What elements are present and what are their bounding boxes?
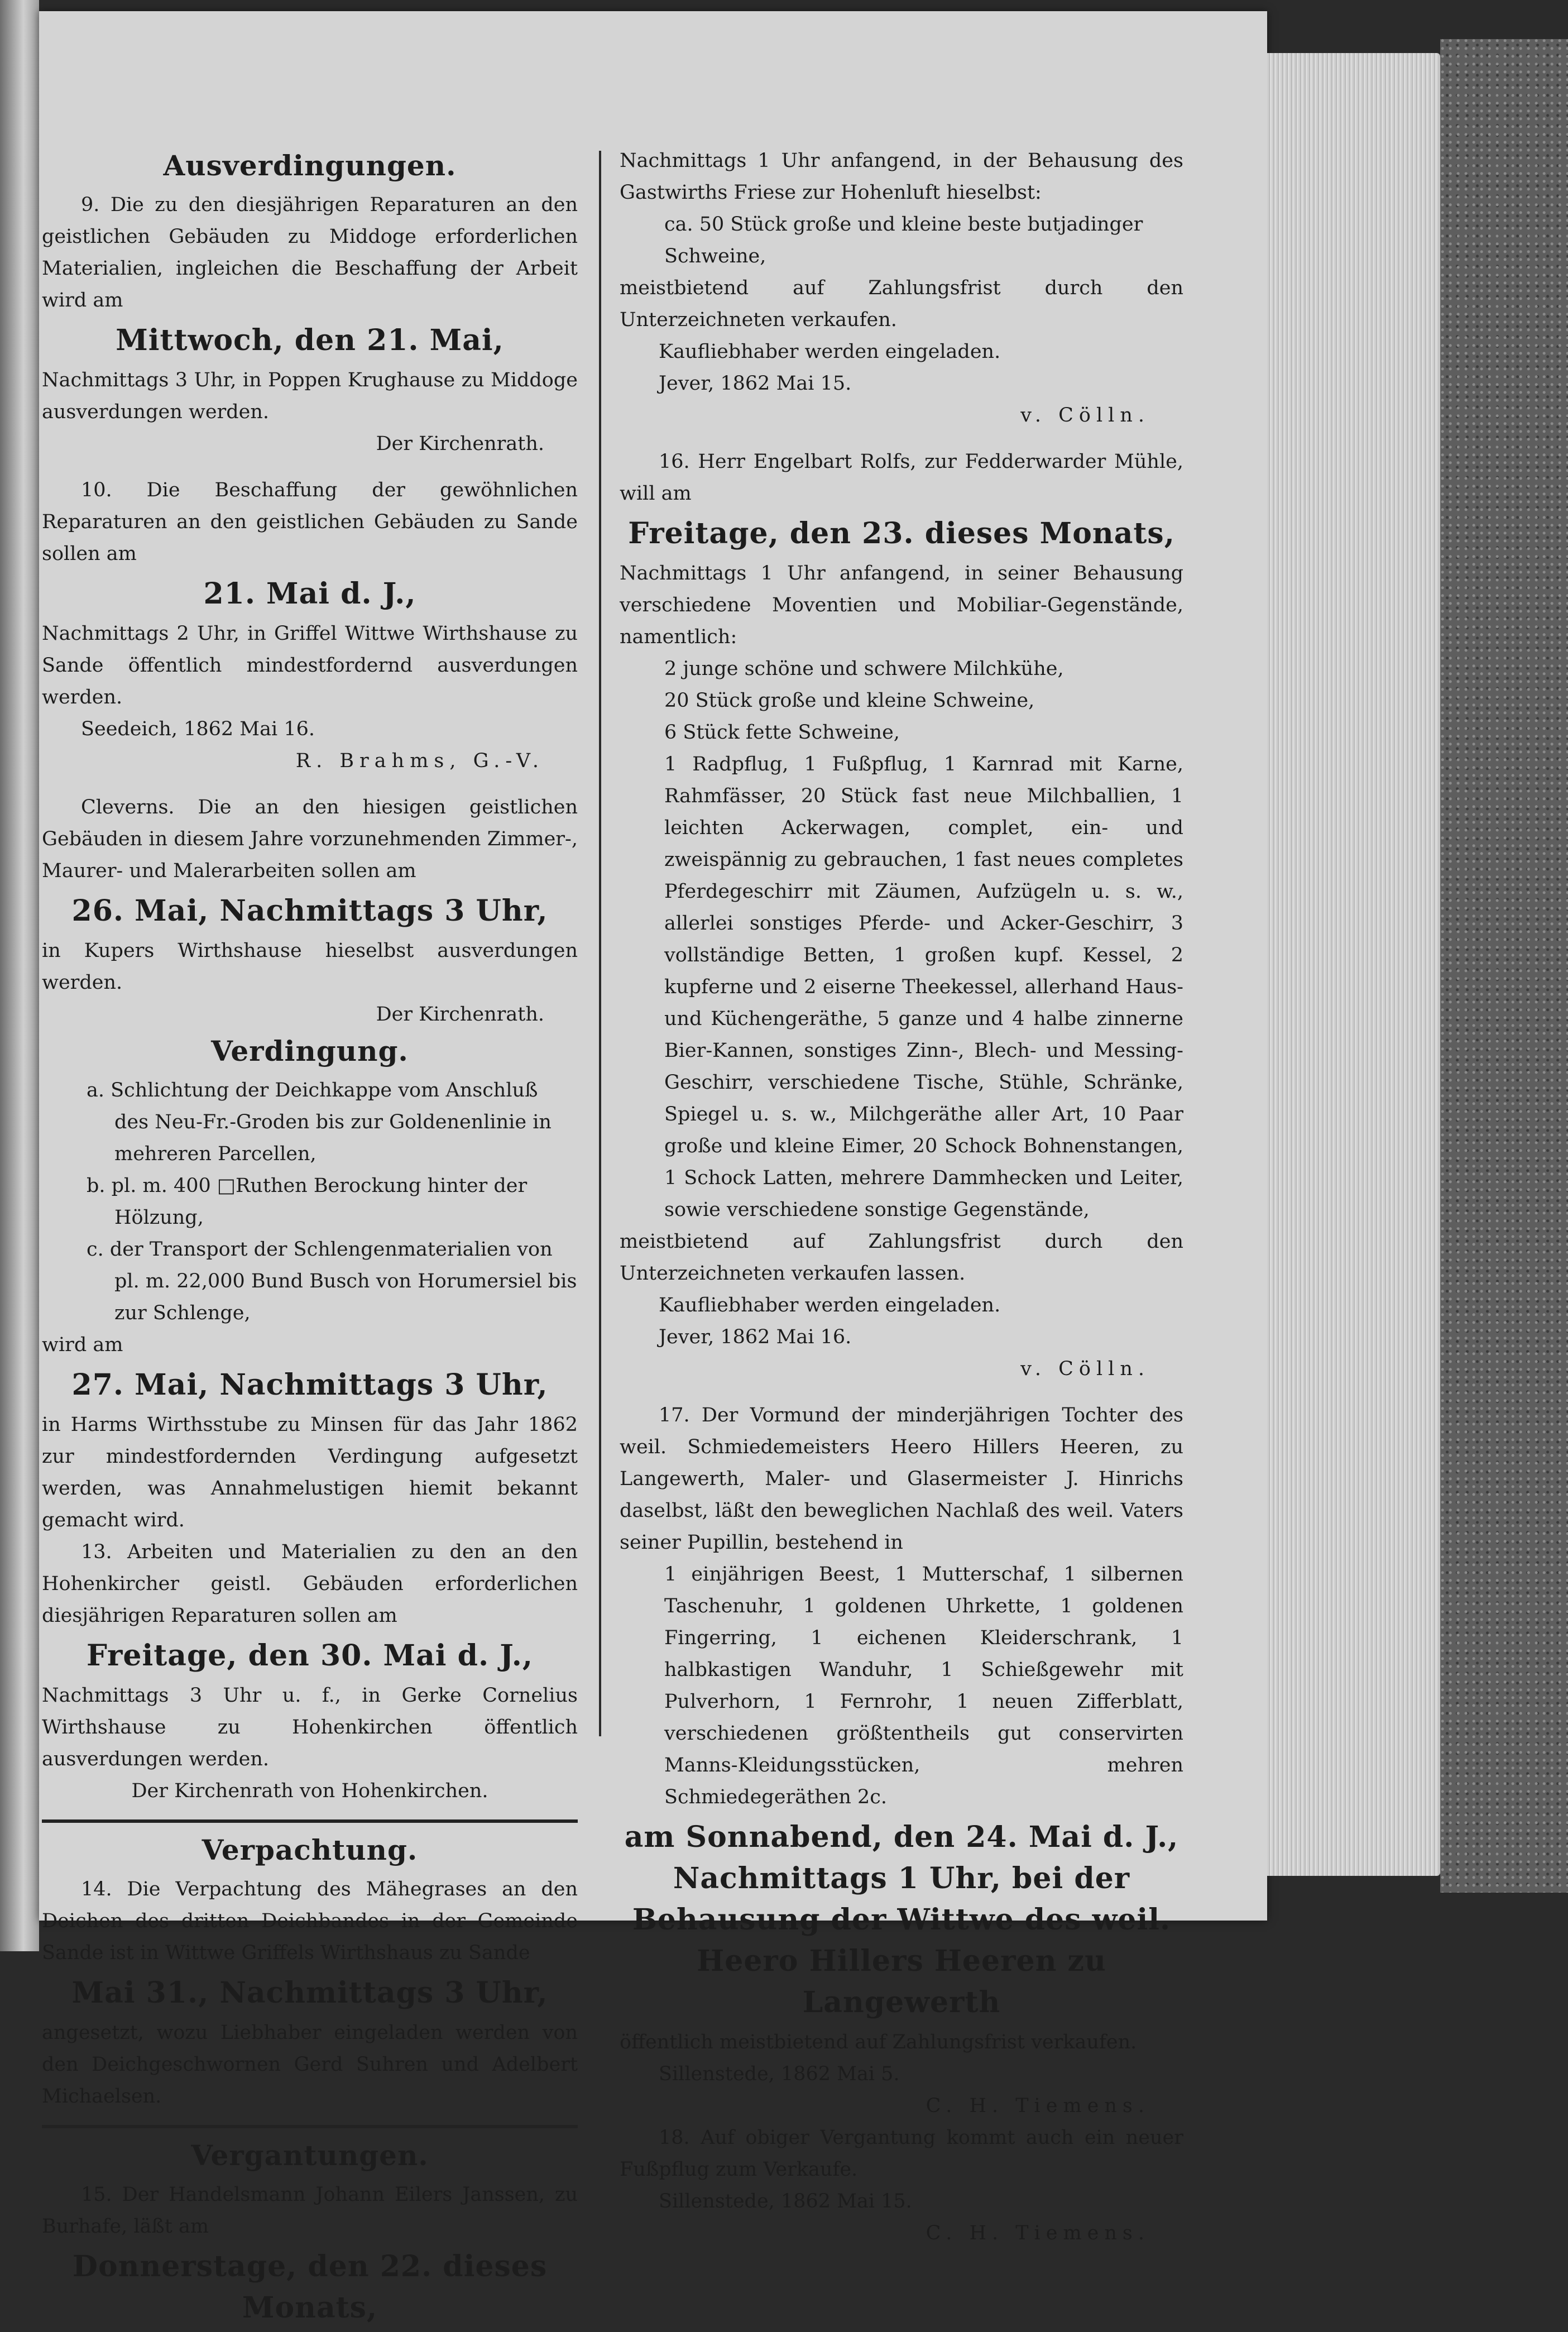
notice-16-sale: meistbietend auf Zahlungsfrist durch den Unterzeichneten verkaufen lassen. (620, 1230, 1183, 1285)
notice-13-date: Freitage, den 30. Mai d. J., (87, 1639, 533, 1673)
notice-17-date: am Sonnabend, den 24. Mai d. J., Nachmittags 1 Uhr, bei der Behausung der Wittwe des weil. Heero Hillers Heeren zu Langewerth (624, 1820, 1179, 2019)
notice-17-items: 1 einjährigen Beest, 1 Mutterschaf, 1 silbernen Taschenuhr, 1 goldenen Uhrkette, 1 goldenen Fingerring, 1 eichenen Kleiderschrank, 1 halbkastigen Wanduhr, 1 Schießgewehr mit Pulverhorn, 1 Fernrohr, 1 neuen Zifferblatt, verschiedenen größtentheils gut conservirten Manns-Kleidungsstücken, mehren Schmiedegeräthen 2c. (664, 1563, 1183, 1808)
notice-9-after: Nachmittags 3 Uhr, in Poppen Krughause zu Middoge ausverdungen werden. (42, 369, 578, 423)
notice-10-date: 21. Mai d. J., (203, 577, 416, 611)
heading-vergantungen: Vergantungen. (191, 2139, 429, 2172)
verdingung-item-b: b. pl. m. 400 □Ruthen Berockung hinter der Hölzung, (87, 1175, 528, 1229)
notice-clev-signature: Der Kirchenrath. (376, 1003, 544, 1026)
notice-13-text: 13. Arbeiten und Materialien zu den an den Hohenkircher geistl. Gebäuden erforderlichen diesjährigen Reparaturen sollen am (42, 1541, 578, 1627)
notice-15-date: Donnerstage, den 22. dieses Monats, (72, 2249, 548, 2325)
previous-page-edge (0, 0, 39, 1951)
notice-16-item-1: 2 junge schöne und schwere Milchkühe, (664, 658, 1064, 680)
heading-verdingung: Verdingung. (211, 1035, 409, 1067)
notice-9-date: Mittwoch, den 21. Mai, (116, 323, 504, 357)
notice-10-place: Seedeich, 1862 Mai 16. (81, 718, 315, 740)
notice-18-place: Sillenstede, 1862 Mai 15. (659, 2190, 912, 2213)
notice-13-signature: Der Kirchenrath von Hohenkirchen. (131, 1780, 488, 1802)
right-column (620, 145, 1183, 2249)
verdingung-after: in Harms Wirthsstube zu Minsen für das Jahr 1862 zur mindestfordernden Verdingung aufgesetzt werden, was Annahmelustigen hiemit bekannt gemacht wird. (42, 1414, 578, 1531)
notice-17-text: 17. Der Vormund der minderjährigen Tochter des weil. Schmiedemeisters Heero Hillers Heeren, zu Langewerth, Maler- und Glasermeister J. Hinrichs daselbst, läßt den beweglichen Nachlaß des weil. Vaters seiner Pupillin, bestehend in (620, 1404, 1183, 1554)
verdingung-item-a: a. Schlichtung der Deichkappe vom Anschluß des Neu-Fr.-Groden bis zur Goldenenlinie in mehreren Parcellen, (87, 1079, 552, 1165)
notice-14-date: Mai 31., Nachmittags 3 Uhr, (71, 1976, 548, 2010)
notice-15-continued: Nachmittags 1 Uhr anfangend, in der Behausung des Gastwirths Friese zur Hohenluft hieselbst: (620, 150, 1183, 204)
notice-16-invite: Kaufliebhaber werden eingeladen. (659, 1294, 1001, 1316)
notice-17-after: öffentlich meistbietend auf Zahlungsfrist verkaufen. (620, 2031, 1137, 2053)
verdingung-item-c: c. der Transport der Schlengenmaterialien von pl. m. 22,000 Bund Busch von Horumersiel bis zur Schlenge, (87, 1238, 577, 1324)
notice-15-place: Jever, 1862 Mai 15. (659, 372, 852, 395)
notice-16-item-3: 6 Stück fette Schweine, (664, 721, 900, 744)
notice-14-after: angesetzt, wozu Liebhaber eingeladen werden von den Deichgeschwornen Gerd Suhren und Adelbert Michaelsen. (42, 2022, 578, 2108)
book-cover (1440, 39, 1568, 1893)
notice-17-place: Sillenstede, 1862 Mai 5. (659, 2063, 900, 2085)
newspaper-page (39, 11, 1267, 2325)
verdingung-wird: wird am (42, 1334, 123, 1356)
column-divider (599, 151, 601, 1736)
notice-15-item: ca. 50 Stück große und kleine beste butjadinger Schweine, (664, 213, 1143, 267)
notice-clev-date: 26. Mai, Nachmittags 3 Uhr, (71, 894, 548, 928)
heading-verpachtung: Verpachtung. (202, 1833, 418, 1866)
notice-16-place: Jever, 1862 Mai 16. (659, 1326, 852, 1348)
section-rule (42, 1819, 578, 1823)
left-column (42, 145, 578, 2332)
notice-clev-after: in Kupers Wirthshause hieselbst ausverdungen werden. (42, 940, 578, 994)
verdingung-date: 27. Mai, Nachmittags 3 Uhr, (71, 1368, 548, 1402)
book-page-edges (1267, 53, 1440, 1876)
notice-10-signature: R. Brahms, G.-V. (295, 750, 544, 772)
notice-17-signature: C. H. Tiemens. (926, 2095, 1150, 2117)
notice-9-signature: Der Kirchenrath. (376, 433, 544, 455)
notice-18-text: 18. Auf obiger Vergantung kommt auch ein neuer Fußpflug zum Verkaufe. (620, 2127, 1183, 2181)
notice-16-text: 16. Herr Engelbart Rolfs, zur Fedderwarder Mühle, will am (620, 451, 1183, 505)
notice-18-signature: C. H. Tiemens. (926, 2222, 1150, 2244)
notice-16-item-4: 1 Radpflug, 1 Fußpflug, 1 Karnrad mit Karne, Rahmfässer, 20 Stück fast neue Milchballien, 1 leichten Ackerwagen, complet, ein- und zweispännig zu gebrauchen, 1 fast neues completes Pferdegeschirr mit Zäumen, Aufzügeln u. s. w., allerlei sonstiges Pferde- und Acker-Geschirr, 3 vollständige Betten, 1 großen kupf. Kessel, 2 kupferne und 2 eiserne Theekessel, allerhand Haus- und Küchengeräthe, 5 ganze und 4 halbe zinnerne Bier-Kannen, sonstiges Zinn-, Blech- und Messing-Geschirr, verschiedene Tische, Stühle, Schränke, Spiegel u. s. w., Milchgeräthe aller Art, 10 Paar große und kleine Eimer, 20 Schock Bohnenstangen, 1 Schock Latten, mehrere Dammhecken und Leiter, sowie verschiedene sonstige Gegenstände, (664, 753, 1183, 1221)
notice-16-signature: v. Cölln. (1020, 1358, 1150, 1380)
notice-16-after: Nachmittags 1 Uhr anfangend, in seiner Behausung verschiedene Moventien und Mobiliar-Gegenstände, namentlich: (620, 562, 1183, 648)
notice-14-text: 14. Die Verpachtung des Mähegrases an den Deichen des dritten Deichbandes in der Gemeinde Sande ist in Wittwe Griffels Wirthshaus zu Sande (42, 1878, 578, 1964)
notice-15-sale: meistbietend auf Zahlungsfrist durch den Unterzeichneten verkaufen. (620, 277, 1183, 331)
notice-clev-text: Cleverns. Die an den hiesigen geistlichen Gebäuden in diesem Jahre vorzunehmenden Zimmer-, Maurer- und Malerarbeiten sollen am (42, 796, 578, 882)
notice-15-invite: Kaufliebhaber werden eingeladen. (659, 341, 1001, 363)
notice-16-item-2: 20 Stück große und kleine Schweine, (664, 689, 1035, 712)
notice-13-after: Nachmittags 3 Uhr u. f., in Gerke Cornelius Wirthshause zu Hohenkirchen öffentlich ausverdungen werden. (42, 1684, 578, 1770)
notice-9-text: 9. Die zu den diesjährigen Reparaturen an den geistlichen Gebäuden zu Middoge erforderlichen Materialien, ingleichen die Beschaffung der Arbeit wird am (42, 194, 578, 312)
notice-15-signature: v. Cölln. (1020, 404, 1150, 427)
notice-16-date: Freitage, den 23. dieses Monats, (628, 516, 1175, 550)
notice-10-after: Nachmittags 2 Uhr, in Griffel Wittwe Wirthshause zu Sande öffentlich mindestfordernd ausverdungen werden. (42, 622, 578, 708)
notice-10-text: 10. Die Beschaffung der gewöhnlichen Reparaturen an den geistlichen Gebäuden zu Sande sollen am (42, 479, 578, 565)
section-rule (42, 2125, 578, 2128)
heading-ausverdingungen: Ausverdingungen. (163, 149, 457, 182)
notice-15-text: 15. Der Handelsmann Johann Eilers Janssen, zu Burhafe, läßt am (42, 2183, 578, 2238)
